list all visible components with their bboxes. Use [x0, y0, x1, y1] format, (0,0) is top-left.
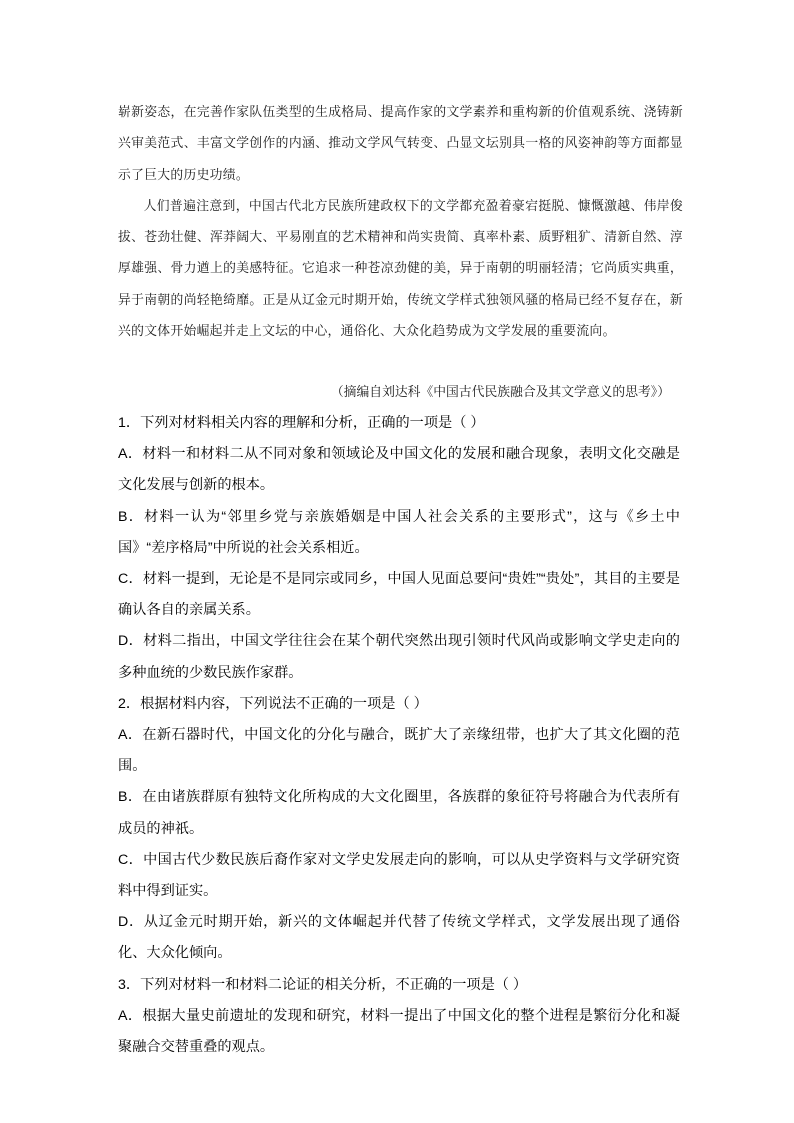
question-2 — [118, 689, 680, 970]
question-option: A．材料一和材料二从不同对象和领域论及中国文化的发展和融合现象，表明文化交融是文化发展与创新的根本。 — [118, 446, 680, 494]
question-stem: 2．根据材料内容，下列说法不正确的一项是（ ） — [118, 695, 428, 712]
question-option: A．在新石器时代，中国文化的分化与融合，既扩大了亲缘纽带，也扩大了其文化圈的范围。 — [118, 727, 680, 775]
question-1 — [118, 408, 680, 689]
question-option: C．中国古代少数民族后裔作家对文学史发展走向的影响，可以从史学资料与文学研究资料中得到证实。 — [118, 851, 680, 900]
question-option: C．材料一提到，无论是不是同宗或同乡，中国人见面总要问“贵姓”“贵处”，其目的主要是确认各自的亲属关系。 — [118, 571, 680, 619]
question-option: A．根据大量史前遗址的发现和研究，材料一提出了中国文化的整个进程是繁衍分化和凝聚融合交替重叠的观点。 — [118, 1007, 680, 1056]
passage-paragraph: 人们普遍注意到，中国古代北方民族所建政权下的文学都充盈着豪宕挺脱、慷慨激越、伟岸俊拔、苍劲壮健、浑莽阔大、平易刚直的艺术精神和尚实贵简、真率朴素、质野粗犷、清新自然、淳厚雄强、骨力遒上的美感特征。它追求一种苍凉劲健的美，异于南朝的明丽轻清；它尚质实典重，异于南朝的尚轻艳绮靡。正是从辽金元时期开始，传统文学样式独领风骚的格局已经不复存在，新兴的文体开始崛起并走上文坛的中心，通俗化、大众化趋势成为文学发展的重要流向。 — [118, 198, 683, 340]
reading-passage — [118, 97, 683, 347]
question-list — [118, 408, 680, 1063]
question-option: D．材料二指出，中国文学往往会在某个朝代突然出现引领时代风尚或影响文学史走向的多种血统的少数民族作家群。 — [118, 633, 680, 681]
question-stem: 1．下列对材料相关内容的理解和分析，正确的一项是（ ） — [118, 415, 485, 431]
question-option: B．在由诸族群原有独特文化所构成的大文化圈里，各族群的象征符号将融合为代表所有成员的神祇。 — [118, 789, 680, 837]
question-option: D．从辽金元时期开始，新兴的文体崛起并代替了传统文学样式，文学发展出现了通俗化、大众化倾向。 — [118, 914, 680, 962]
question-3 — [118, 970, 680, 1064]
passage-source: （摘编自刘达科《中国古代民族融合及其文学意义的思考》） — [330, 385, 670, 400]
question-option: B．材料一认为“邻里乡党与亲族婚姻是中国人社会关系的主要形式”，这与《乡土中国》“差序格局”中所说的社会关系相近。 — [118, 508, 680, 556]
passage-paragraph: 崭新姿态，在完善作家队伍类型的生成格局、提高作家的文学素养和重构新的价值观系统、浇铸新兴审美范式、丰富文学创作的内涵、推动文学风气转变、凸显文坛别具一格的风姿神韵等方面都显示了巨大的历史功绩。 — [118, 105, 683, 183]
question-stem: 3．下列对材料一和材料二论证的相关分析，不正确的一项是（ ） — [118, 976, 528, 993]
